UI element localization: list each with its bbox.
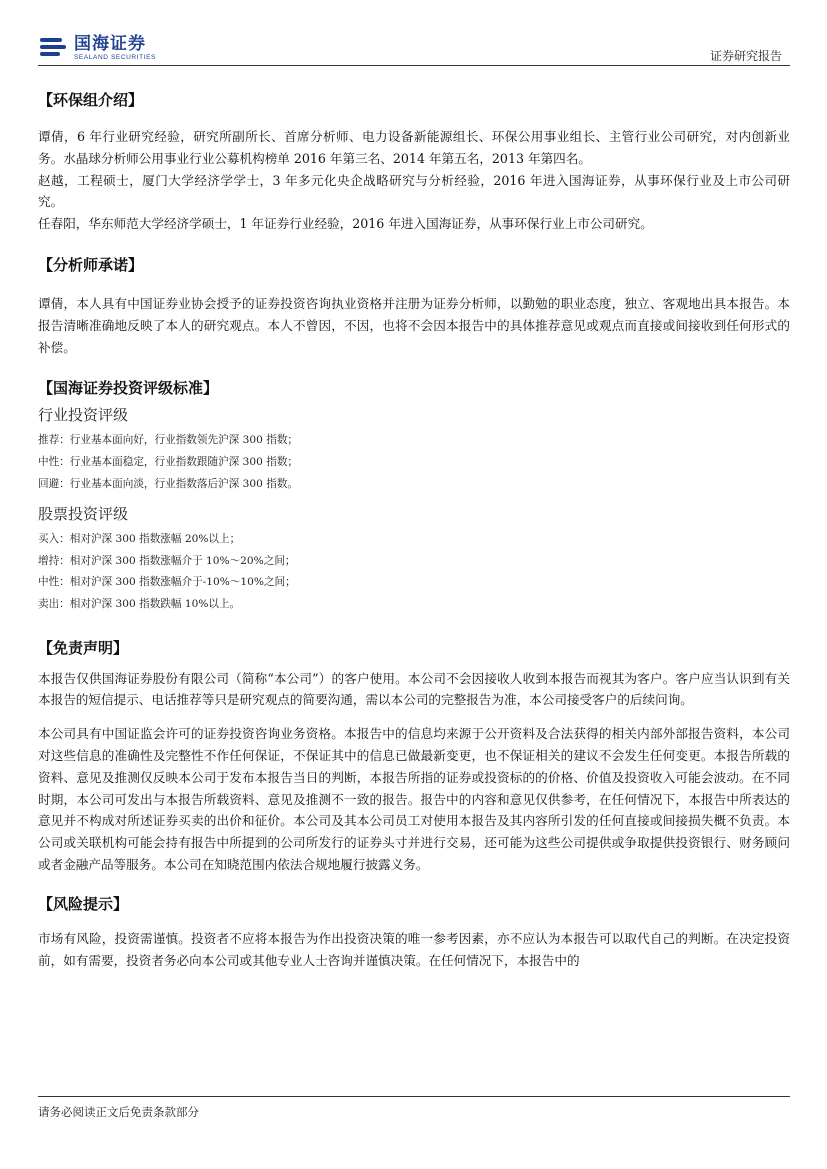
page-header — [38, 34, 790, 68]
page-footer — [38, 1096, 790, 1120]
stock-rating-title: 股票投资评级 — [38, 505, 129, 524]
industry-rating-title: 行业投资评级 — [38, 406, 129, 425]
header-divider — [38, 65, 790, 66]
rating-item: 回避：行业基本面向淡，行业指数落后沪深 300 指数。 — [38, 477, 299, 490]
footer-divider — [38, 1096, 790, 1097]
report-type-label: 证券研究报告 — [709, 49, 782, 63]
brand-logo-icon — [38, 36, 68, 62]
section-risk — [38, 892, 790, 972]
rating-item: 增持：相对沪深 300 指数涨幅介于 10%～20%之间； — [38, 554, 296, 567]
paragraph: 本报告仅供国海证券股份有限公司（简称“本公司”）的客户使用。本公司不会因接收人收到本报告而视其为客户。客户应当认识到有关本报告的短信提示、电话推荐等只是研究观点的简要沟通，需以本公司的完整报告为准，本公司接受客户的后续问询。 — [38, 670, 790, 708]
paragraph: 任春阳，华东师范大学经济学硕士，1 年证券行业经验，2016 年进入国海证券，从事环保行业上市公司研究。 — [38, 216, 653, 232]
section-title: 【国海证券投资评级标准】 — [38, 379, 219, 398]
footer-note: 请务必阅读正文后免责条款部分 — [38, 1105, 199, 1119]
paragraph: 谭倩，本人具有中国证券业协会授予的证券投资咨询执业资格并注册为证券分析师，以勤勉的职业态度，独立、客观地出具本报告。本报告清晰准确地反映了本人的研究观点。本人不曾因，不因，也将不会因本报告中的具体推荐意见或观点而直接或间接收到任何形式的补偿。 — [38, 295, 790, 355]
section-title: 【环保组介绍】 — [38, 91, 144, 109]
paragraph: 本公司具有中国证监会许可的证券投资咨询业务资格。本报告中的信息均来源于公开资料及合法获得的相关内部外部报告资料，本公司对这些信息的准确性及完整性不作任何保证，不保证其中的信息已做最新变更，也不保证相关的建议不会发生任何变更。本报告所载的资料、意见及推测仅反映本公司于发布本报告当日的判断，本报告所指的证券或投资标的的价格、价值及投资收入可能会波动。在不同时期，本公司可发出与本报告所载资料、意见及推测不一致的报告。报告中的内容和意见仅供参考，在任何情况下，本报告中所表达的意见并不构成对所述证券买卖的出价和征价。本公司及其本公司员工对使用本报告及其内容所引发的任何直接或间接损失概不负责。本公司或关联机构可能会持有报告中所提到的公司所发行的证券头寸并进行交易，还可能为这些公司提供或争取提供投资银行、财务顾问或者金融产品等服务。本公司在知晓范围内依法合规地履行披露义务。 — [38, 726, 790, 872]
rating-item: 卖出：相对沪深 300 指数跌幅 10%以上。 — [38, 597, 241, 610]
paragraph: 市场有风险，投资需谨慎。投资者不应将本报告为作出投资决策的唯一参考因素，亦不应认为本报告可以取代自己的判断。在决定投资前，如有需要，投资者务必向本公司或其他专业人士咨询并谨慎决策。在任何情况下，本报告中的 — [38, 930, 790, 968]
page-content — [38, 88, 790, 971]
section-title: 【免责声明】 — [38, 638, 129, 657]
section-title: 【分析师承诺】 — [38, 255, 144, 274]
rating-item: 推荐：行业基本面向好，行业指数领先沪深 300 指数； — [38, 434, 299, 447]
section-title: 【风险提示】 — [38, 894, 129, 913]
section-rating-standard — [38, 376, 790, 615]
section-env-team — [38, 88, 790, 235]
section-disclaimer — [38, 636, 790, 876]
paragraph: 谭倩，6 年行业研究经验，研究所副所长、首席分析师、电力设备新能源组长、环保公用事业组长、主管行业公司研究，对内创新业务。水晶球分析师公用事业行业公募机构榜单 2016 年第三名、2014 年第五名，2013 年第四名。 — [38, 129, 790, 166]
brand-name-en: SEALAND SECURITIES — [74, 54, 156, 62]
section-analyst-commitment — [38, 253, 790, 358]
brand-name-cn: 国海证券 — [74, 34, 146, 55]
rating-item: 中性：行业基本面稳定，行业指数跟随沪深 300 指数； — [38, 455, 299, 468]
brand-logo — [38, 36, 156, 62]
rating-item: 买入：相对沪深 300 指数涨幅 20%以上； — [38, 533, 241, 546]
paragraph: 赵越，工程硕士，厦门大学经济学学士，3 年多元化央企战略研究与分析经验，2016 年进入国海证券，从事环保行业及上市公司研究。 — [38, 172, 790, 210]
rating-item: 中性：相对沪深 300 指数涨幅介于-10%～10%之间； — [38, 576, 296, 589]
